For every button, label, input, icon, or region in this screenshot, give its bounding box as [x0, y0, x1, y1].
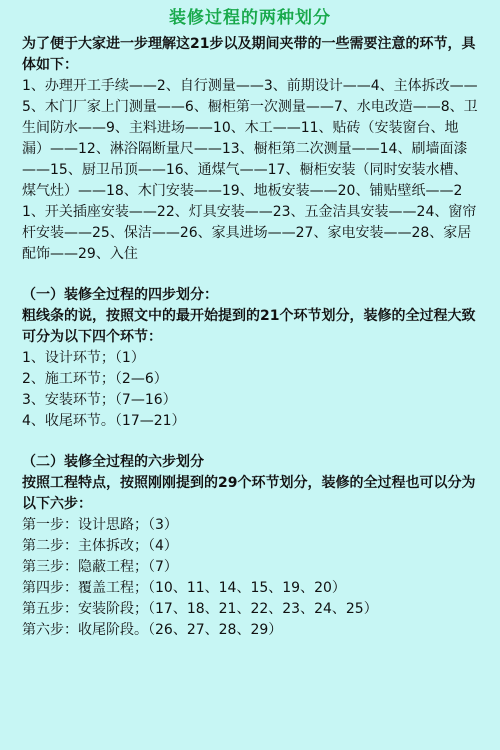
list-item: 第二步：主体拆改；（4） [22, 538, 178, 554]
intro-heading: 为了便于大家进一步理解这21步以及期间夹带的一些需要注意的环节，具体如下： [22, 36, 476, 73]
section2-heading: （二）装修全过程的六步划分 [22, 454, 204, 470]
list-item: 3、安装环节；（7—16） [22, 392, 177, 408]
section2-list [22, 515, 478, 641]
list-item: 第一步：设计思路；（3） [22, 517, 178, 533]
list-item: 第六步：收尾阶段。（26、27、28、29） [22, 622, 283, 638]
list-item: 1、设计环节；（1） [22, 350, 145, 366]
intro-steps-text: 1、办理开工手续——2、自行测量——3、前期设计——4、主体拆改——5、木门厂家上门测量——6、橱柜第一次测量——7、水电改造——8、卫生间防水——9、主料进场——10、木工——11、贴砖（安装窗台、地漏）——12、淋浴隔断量尺——13、橱柜第二次测量——14、刷墙面漆——15、厨卫吊顶——16、通煤气——17、橱柜安装（同时安装水槽、煤气灶）——18、木门安装——19、地板安装——20、铺贴壁纸——21、开关插座安装——22、灯具安装——23、五金洁具安装——24、窗帘杆安装——25、保洁——26、家具进场——27、家电安装——28、家居配饰——29、入住 [22, 78, 478, 262]
section-gap [22, 265, 478, 285]
list-item: 4、收尾环节。（17—21） [22, 413, 186, 429]
document-title: 装修过程的两种划分 [169, 8, 331, 28]
section1-desc: 粗线条的说，按照文中的最开始提到的21个环节划分，装修的全过程大致可分为以下四个环节： [22, 308, 476, 345]
section-gap [22, 432, 478, 452]
list-item: 第五步：安装阶段；（17、18、21、22、23、24、25） [22, 601, 378, 617]
list-item: 第四步：覆盖工程；（10、11、14、15、19、20） [22, 580, 346, 596]
list-item: 2、施工环节；（2—6） [22, 371, 168, 387]
section1-heading: （一）装修全过程的四步划分： [22, 287, 218, 303]
section1-list [22, 348, 478, 432]
section2-desc: 按照工程特点，按照刚刚提到的29个环节划分，装修的全过程也可以分为以下六步： [22, 475, 476, 512]
list-item: 第三步：隐蔽工程；（7） [22, 559, 178, 575]
